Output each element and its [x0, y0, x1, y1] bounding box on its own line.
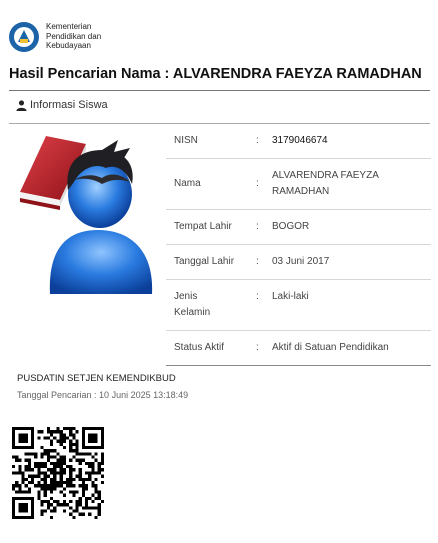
field-value: Aktif di Satuan Pendidikan	[272, 342, 389, 353]
field-separator: :	[256, 178, 259, 189]
footer-organization: PUSDATIN SETJEN KEMENDIKBUD	[17, 373, 176, 384]
info-row-nisn	[166, 124, 431, 159]
field-label: Jenis Kelamin	[174, 291, 211, 318]
field-label: Nama	[174, 178, 201, 189]
field-value: Laki-laki	[272, 291, 309, 302]
info-row-nama	[166, 159, 431, 210]
info-row-jenis-kelamin	[166, 280, 431, 331]
info-row-tanggal-lahir	[166, 245, 431, 280]
field-value: 3179046674	[272, 135, 328, 146]
section-title: Informasi Siswa	[30, 99, 108, 111]
field-label: Tempat Lahir	[174, 221, 232, 232]
ministry-name: Kementerian Pendidikan dan Kebudayaan	[46, 22, 102, 50]
field-separator: :	[256, 221, 259, 232]
user-icon	[16, 100, 27, 111]
info-row-tempat-lahir	[166, 210, 431, 245]
ministry-logo	[9, 22, 116, 52]
ministry-emblem-icon	[9, 22, 39, 52]
field-label: Tanggal Lahir	[174, 256, 235, 267]
search-timestamp: Tanggal Pencarian : 10 Juni 2025 13:18:49	[17, 390, 189, 400]
field-value: BOGOR	[272, 221, 310, 232]
field-separator: :	[256, 291, 259, 302]
field-separator: :	[256, 135, 259, 146]
field-label: Status Aktif	[174, 342, 225, 353]
student-info-table	[166, 124, 431, 366]
field-separator: :	[256, 342, 259, 353]
student-avatar-icon	[14, 134, 159, 304]
field-separator: :	[256, 256, 259, 267]
section-header	[16, 99, 108, 111]
info-row-status-aktif	[166, 331, 431, 366]
field-label: NISN	[174, 135, 198, 146]
divider	[9, 90, 430, 91]
page-title: Hasil Pencarian Nama : ALVARENDRA FAEYZA RAMADHAN	[9, 66, 422, 82]
qr-code-icon	[12, 427, 104, 519]
field-value: ALVARENDRA FAEYZA RAMADHAN	[272, 170, 379, 197]
field-value: 03 Juni 2017	[272, 256, 330, 267]
